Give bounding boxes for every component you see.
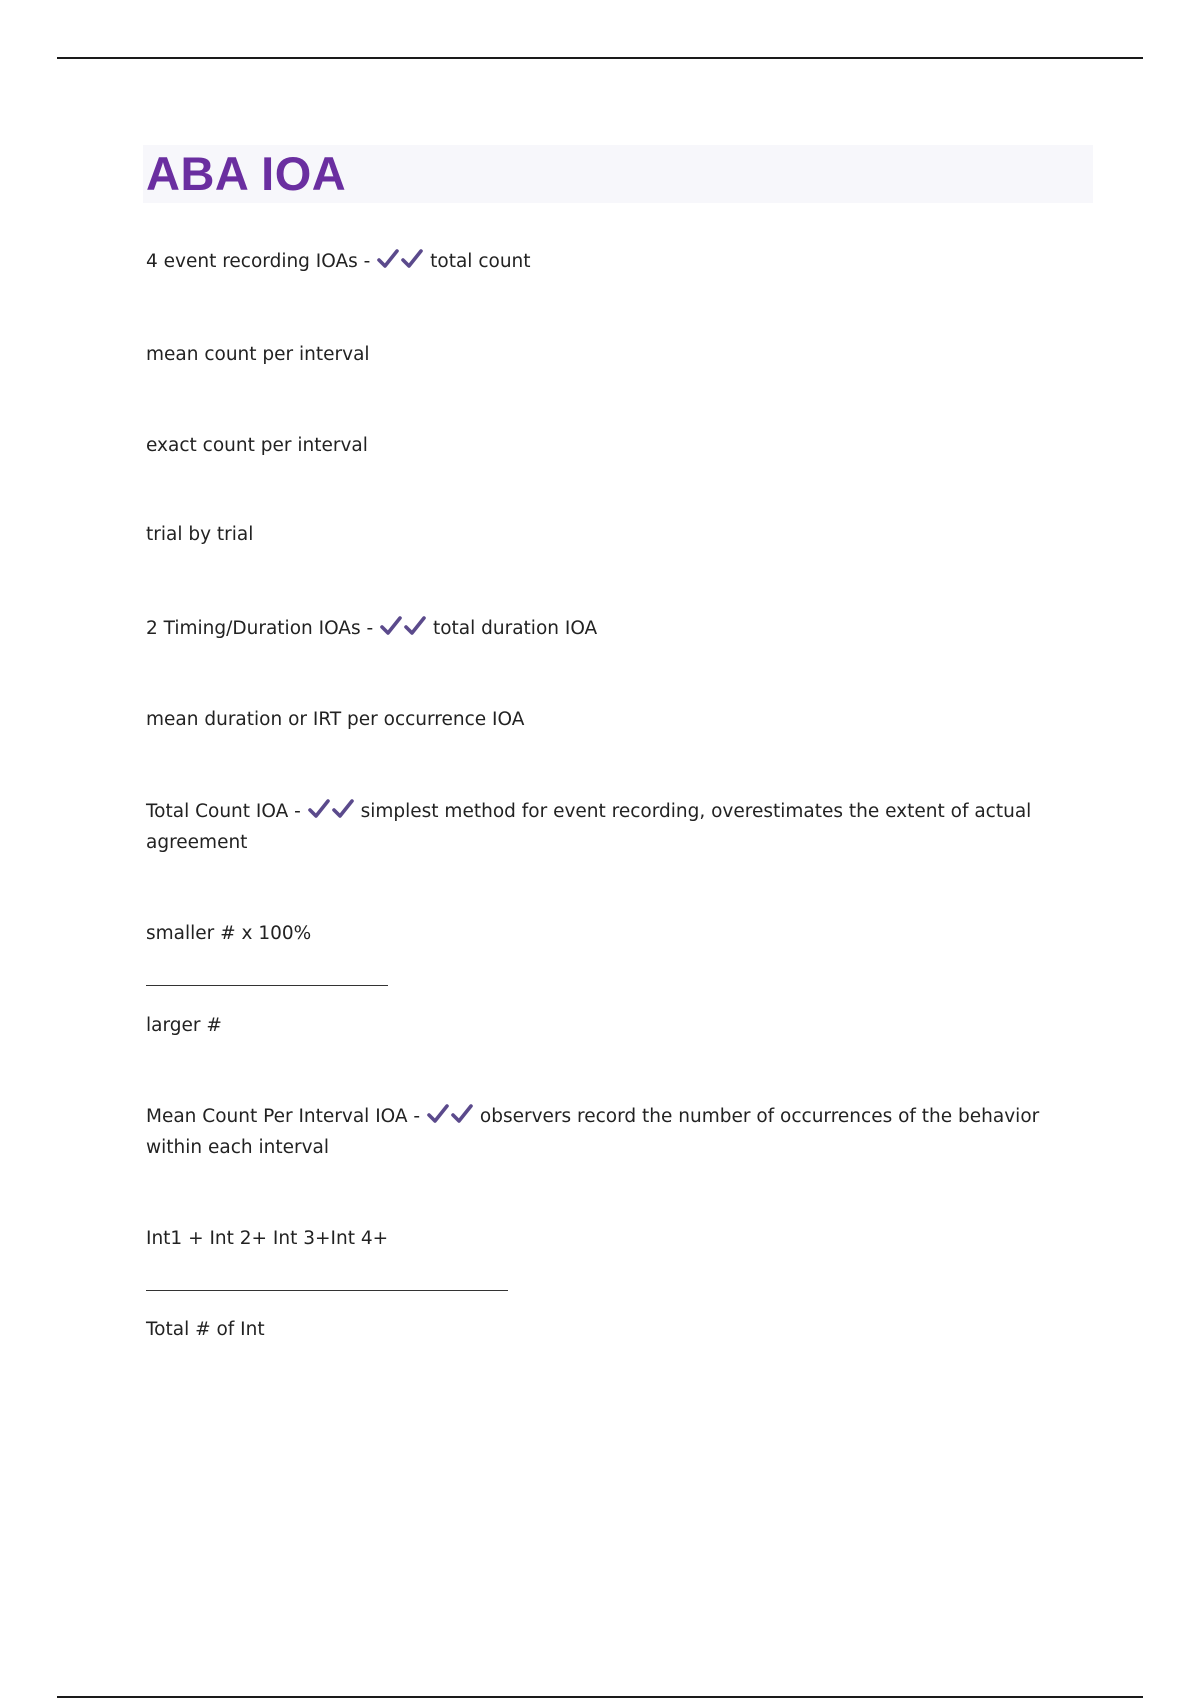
page-title: ABA IOA — [146, 147, 347, 200]
checkmark-icon — [450, 1103, 474, 1125]
list-item: exact count per interval — [146, 435, 368, 456]
checkmark-icon — [331, 798, 355, 820]
flashcard-timing-duration — [146, 613, 597, 644]
formula-denominator: larger # — [146, 1015, 222, 1036]
term-text: Mean Count Per Interval IOA - — [146, 1106, 421, 1127]
definition-text: total duration IOA — [432, 618, 598, 639]
fraction-divider — [146, 985, 388, 986]
checkmark-icon — [400, 248, 424, 270]
term-text: 4 event recording IOAs - — [146, 251, 371, 272]
list-item: trial by trial — [146, 524, 254, 545]
checkmark-icon — [426, 1103, 450, 1125]
definition-text: simplest method for event recording, overestimates the extent of actual agreement — [146, 801, 1032, 853]
checkmark-icon — [379, 615, 403, 637]
list-item: mean count per interval — [146, 344, 370, 365]
formula-numerator: Int1 + Int 2+ Int 3+Int 4+ — [146, 1228, 389, 1249]
header-rule — [57, 57, 1143, 59]
formula-numerator: smaller # x 100% — [146, 923, 312, 944]
definition-text: observers record the number of occurrences of the behavior within each interval — [146, 1106, 1040, 1158]
list-item: mean duration or IRT per occurrence IOA — [146, 709, 525, 730]
term-text: 2 Timing/Duration IOAs - — [146, 618, 374, 639]
checkmark-icon — [307, 798, 331, 820]
fraction-divider — [146, 1290, 508, 1291]
footer-rule — [57, 1696, 1143, 1698]
flashcard-mean-count — [146, 1101, 1096, 1163]
formula-denominator: Total # of Int — [146, 1319, 265, 1340]
term-text: Total Count IOA - — [146, 801, 301, 822]
checkmark-icon — [403, 615, 427, 637]
flashcard-event-recording — [146, 246, 531, 277]
flashcard-total-count — [146, 796, 1096, 858]
definition-text: total count — [430, 251, 531, 272]
checkmark-icon — [376, 248, 400, 270]
